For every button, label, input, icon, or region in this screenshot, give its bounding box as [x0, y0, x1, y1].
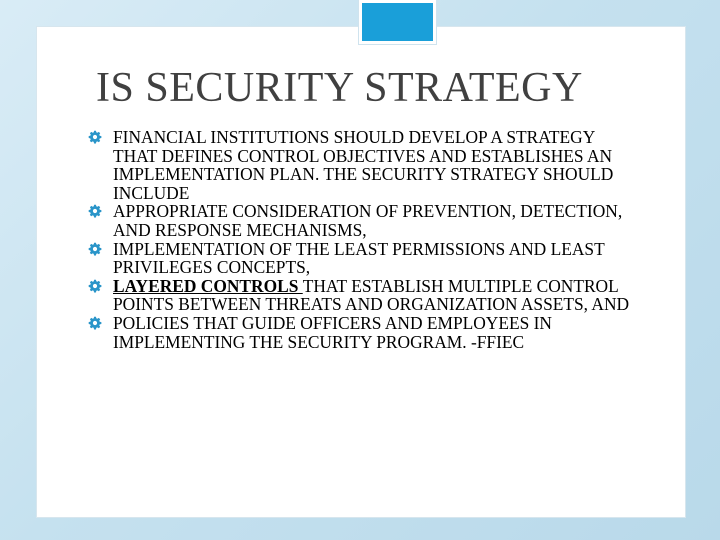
bullet-text-rest: THAT ESTABLISH MULTIPLE CONTROL POINTS BETWEEN THREATS AND ORGANIZATION ASSETS, AND: [113, 275, 630, 315]
bullet-text: IMPLEMENTATION OF THE LEAST PERMISSIONS AND LEAST PRIVILEGES CONCEPTS,: [113, 238, 605, 278]
bullet-item: [88, 202, 648, 239]
gear-icon: [88, 130, 102, 144]
gear-icon: [88, 279, 102, 293]
gear-icon: [88, 242, 102, 256]
bullet-text: [113, 277, 633, 314]
bullet-list: [88, 128, 648, 351]
bullet-text: FINANCIAL INSTITUTIONS SHOULD DEVELOP A STRATEGY THAT DEFINES CONTROL OBJECTIVES AND ESTABLISHES AN IMPLEMENTATION PLAN. THE SECURITY STRATEGY SHOULD INCLUDE: [113, 127, 614, 203]
bullet-text: APPROPRIATE CONSIDERATION OF PREVENTION, DETECTION, AND RESPONSE MECHANISMS,: [113, 201, 623, 240]
bullet-item: [88, 314, 648, 351]
bullet-text: POLICIES THAT GUIDE OFFICERS AND EMPLOYEES IN IMPLEMENTING THE SECURITY PROGRAM. -FFIEC: [113, 312, 552, 352]
slide-title: IS SECURITY STRATEGY: [96, 65, 583, 111]
accent-tab: [359, 0, 436, 44]
layered-controls-link: LAYERED CONTROLS: [113, 275, 303, 296]
bullet-item: [88, 240, 648, 277]
bullet-item: [88, 277, 648, 314]
gear-icon: [88, 316, 102, 330]
bullet-item: [88, 128, 648, 202]
gear-icon: [88, 204, 102, 218]
